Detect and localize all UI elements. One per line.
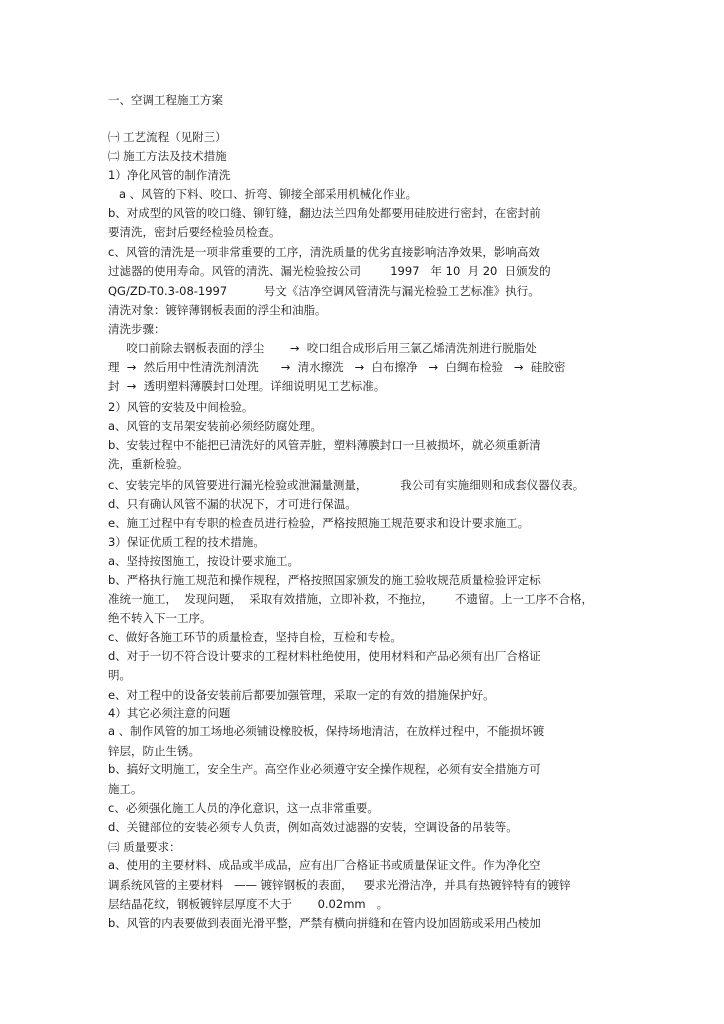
body-line: ㈢ 质量要求： [108, 840, 181, 854]
body-line: ㈠ 工艺流程（见附三） [108, 130, 227, 144]
body-line: c、做好各施工环节的质量检查，坚持自检，互检和专检。 [108, 630, 402, 644]
body-line: b、搞好文明施工，安全生产。高空作业必须遵守安全操作规程，必须有安全措施方可 [108, 762, 541, 776]
body-line: 清洗步骤： [108, 322, 166, 336]
body-line: 咬口前除去钢板表面的浮尘 → 咬口组合成形后用三氯乙烯清洗剂进行脱脂处 [108, 341, 537, 355]
body-line: ㈡ 施工方法及技术措施 [108, 149, 227, 163]
body-line: 层结晶花纹，钢板镀锌层厚度不大于 0.02mm 。 [108, 897, 389, 911]
body-line: a、使用的主要材料、成品或半成品，应有出厂合格证书或质量保证文件。作为净化空 [108, 858, 541, 872]
body-line: b、严格执行施工规范和操作规程，严格按照国家颁发的施工验收规范质量检验评定标 [108, 573, 541, 587]
body-line: b、风管的内表要做到表面光滑平整，严禁有横向拼缝和在管内设加固筋或采用凸棱加 [108, 916, 541, 930]
body-line: c、必须强化施工人员的净化意识，这一点非常重要。 [108, 801, 379, 815]
body-line: 过滤器的使用寿命。风管的清洗、漏光检验按公司 1997 年 10 月 20 日颁发的 [108, 264, 551, 278]
body-line: 1）净化风管的制作清洗 [108, 168, 231, 182]
body-line: 准统一施工， 发现问题， 采取有效措施，立即补救，不拖拉， 不遗留。上一工序不合格， [108, 592, 594, 606]
body-line: a、风管的支吊架安装前必须经防腐处理。 [108, 419, 323, 433]
body-line: 锌层，防止生锈。 [108, 744, 200, 758]
body-line: 洗，重新检验。 [108, 457, 189, 471]
body-line: QG/ZD-T0.3-08-1997 号文《洁净空调风管清洗与漏光检验工艺标准》执行。 [108, 284, 540, 298]
body-line: c、风管的清洗是一项非常重要的工序，清洗质量的优劣直接影响洁净效果，影响高效 [108, 245, 540, 259]
body-line: d、对于一切不符合设计要求的工程材料杜绝使用，使用材料和产品必须有出厂合格证 [108, 649, 541, 663]
body-line: 绝不转入下一工序。 [108, 611, 212, 625]
body-line: 明。 [108, 668, 131, 682]
body-line: c、安装完毕的风管要进行漏光检验或泄漏量测量， 我公司有实施细则和成套仪器仪表。 [108, 478, 585, 492]
body-line: 3）保证优质工程的技术措施。 [108, 535, 265, 549]
body-line: 2）风管的安装及中间检验。 [108, 400, 254, 414]
body-line: e、施工过程中有专职的检查员进行检验，严格按照施工规范要求和设计要求施工。 [108, 516, 530, 530]
body-line: 封 → 透明塑料薄膜封口处理。详细说明见工艺标准。 [108, 379, 386, 393]
body-line: a、坚持按图施工，按设计要求施工。 [108, 554, 300, 568]
body-line: 要清洗，密封后要经检验员检查。 [108, 225, 281, 239]
body-line: 施工。 [108, 782, 143, 796]
body-line: d、关键部位的安装必须专人负责，例如高效过滤器的安装，空调设备的吊装等。 [108, 820, 518, 834]
body-line: 清洗对象：镀锌薄钢板表面的浮尘和油脂。 [108, 303, 327, 317]
body-line: a 、风管的下料、咬口、折弯、铆接全部采用机械化作业。 [108, 187, 418, 201]
body-line: 4）其它必须注意的问题 [108, 706, 231, 720]
body-line: 调系统风管的主要材料 —— 镀锌钢板的表面， 要求光滑洁净，并具有热镀锌特有的镀锌 [108, 878, 571, 892]
body-line: d、只有确认风管不漏的状况下，才可进行保温。 [108, 497, 357, 511]
body-line: e、对工程中的设备安装前后都要加强管理，采取一定的有效的措施保护好。 [108, 688, 495, 702]
body-line: b、安装过程中不能把已清洗好的风管弄脏，塑料薄膜封口一旦被损坏，就必须重新清 [108, 438, 541, 452]
body-line: a 、制作风管的加工场地必须铺设橡胶板，保持场地清洁，在放样过程中，不能损坏镀 [108, 724, 545, 738]
body-line: b、对成型的风管的咬口缝、铆钉缝，翻边法兰四角处都要用硅胶进行密封，在密封前 [108, 206, 541, 220]
document-title: 一、空调工程施工方案 [108, 93, 223, 107]
body-line: 理 → 然后用中性清洗剂清洗 → 清水擦洗 → 白布擦净 → 白绸布检验 → 硅胶密 [108, 360, 566, 374]
